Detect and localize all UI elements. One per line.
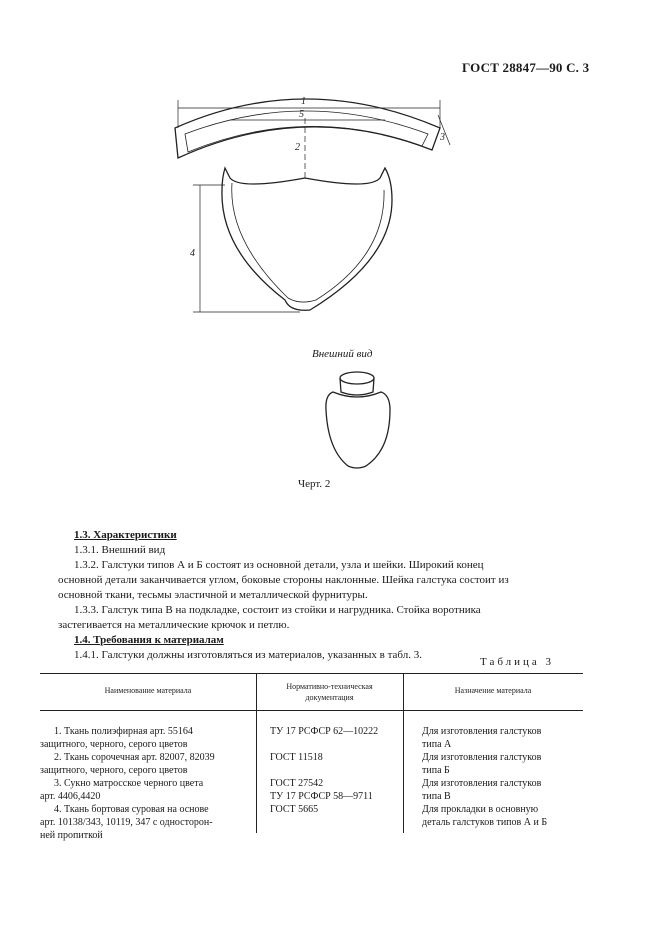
heading-materials: 1.4. Требования к материалам [74, 634, 224, 646]
tie-body-outline [222, 168, 392, 310]
heading-characteristics: 1.3. Характеристики [74, 529, 177, 541]
page-header: ГОСТ 28847—90 С. 3 [462, 60, 590, 75]
row1-name-l2: защитного, черного, серого цветов [40, 739, 188, 750]
tie-body-inner [232, 183, 384, 302]
row4-purpose-l1: Для прокладки в основную [422, 804, 539, 815]
para-1-3-2b: основной детали заканчивается углом, боковые стороны наклонные. Шейка галстука состоит из [58, 574, 509, 586]
figure-caption: Черт. 2 [298, 478, 331, 490]
row2-name-l1: 2. Ткань сорочечная арт. 82007, 82039 [54, 752, 215, 763]
row2-purpose-l1: Для изготовления галстуков [422, 752, 542, 763]
para-1-4-1: 1.4.1. Галстуки должны изготовляться из материалов, указанных в табл. 3. [74, 649, 422, 661]
dim-label-3: 3 [440, 132, 445, 143]
th-material: Наименование материала [104, 686, 192, 695]
row4-name-l1: 4. Ткань бортовая суровая на основе [54, 804, 209, 815]
th-doc-a: Нормативно-техническая [286, 682, 373, 691]
para-1-3-2c: основной ткани, тесьмы эластичной и металлической фурнитуры. [58, 589, 368, 601]
row1-purpose-l1: Для изготовления галстуков [422, 726, 542, 737]
para-1-3-1: 1.3.1. Внешний вид [74, 544, 166, 556]
dim-label-4: 4 [190, 248, 195, 259]
neck-band-inner [185, 111, 428, 152]
table-caption: Таблица 3 [480, 656, 555, 668]
row3-doc-l1: ГОСТ 27542 [270, 778, 324, 789]
row1-name-l1: 1. Ткань полиэфирная арт. 55164 [54, 726, 193, 737]
dim-label-5: 5 [299, 109, 304, 120]
th-purpose: Назначение материала [454, 686, 532, 695]
table-header-border [40, 710, 583, 711]
row3-doc-l2: ТУ 17 РСФСР 58—9711 [270, 791, 373, 802]
dim-label-2: 2 [295, 142, 300, 153]
small-view-collar [340, 372, 374, 384]
para-1-3-3b: застегивается на металлические крючок и петлю. [58, 619, 290, 631]
th-doc-b: документация [305, 693, 354, 702]
row4-name-l3: ней пропиткой [40, 830, 103, 841]
row4-name-l2: арт. 10138/343, 10119, 347 с односторон- [40, 817, 213, 828]
dim-label-1: 1 [301, 96, 306, 107]
row2-doc: ГОСТ 11518 [270, 752, 323, 763]
row3-name-l2: арт. 4406,4420 [40, 791, 101, 802]
para-1-3-3a: 1.3.3. Галстук типа В на подкладке, состоит из стойки и нагрудника. Стойка воротника [74, 604, 481, 616]
small-view-body [326, 392, 390, 468]
external-view-label: Внешний вид [312, 348, 373, 360]
row1-doc: ТУ 17 РСФСР 62—10222 [270, 726, 379, 737]
row3-name-l1: 3. Сукно матросское черного цвета [54, 778, 204, 789]
row4-purpose-l2: деталь галстуков типов А и Б [422, 817, 548, 828]
row4-doc: ГОСТ 5665 [270, 804, 319, 815]
row2-name-l2: защитного, черного, серого цветов [40, 765, 188, 776]
table-col-divider-2 [403, 673, 404, 833]
para-1-3-2a: 1.3.2. Галстуки типов А и Б состоят из основной детали, узла и шейки. Широкий конец [74, 559, 484, 571]
table-top-border [40, 673, 583, 674]
row3-purpose-l2: типа В [422, 791, 451, 802]
row2-purpose-l2: типа Б [422, 765, 450, 776]
row1-purpose-l2: типа А [422, 739, 452, 750]
row3-purpose-l1: Для изготовления галстуков [422, 778, 542, 789]
